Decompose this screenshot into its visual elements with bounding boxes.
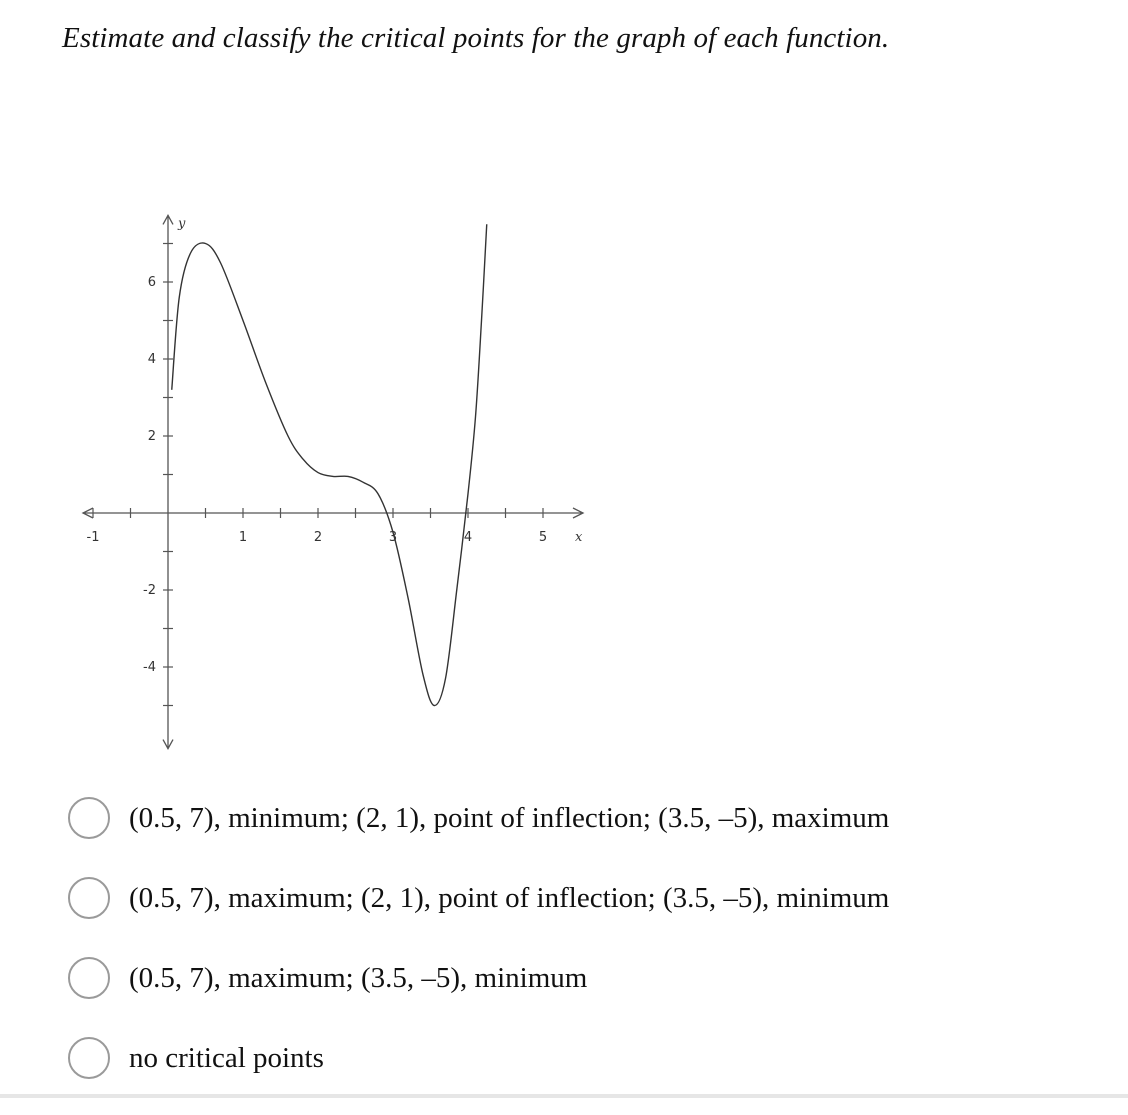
answer-choices [68, 795, 889, 1115]
y-tick-label: -4 [143, 660, 156, 675]
y-tick-label: -2 [143, 583, 156, 598]
choice-2-label[interactable]: (0.5, 7), maximum; (2, 1), point of inflection; (3.5, –5), minimum [129, 881, 890, 914]
x-tick-label: 4 [463, 530, 473, 545]
x-tick-label: 1 [238, 530, 248, 545]
x-tick-label: 5 [538, 530, 548, 545]
y-tick-label: 2 [147, 429, 156, 444]
choice-4[interactable] [68, 1035, 889, 1081]
bottom-divider [0, 1094, 1128, 1098]
choice-1-radio[interactable] [68, 797, 110, 839]
x-tick-label: 3 [388, 530, 398, 545]
question-prompt: Estimate and classify the critical points for the graph of each function. [62, 22, 890, 54]
y-axis-label: y [178, 216, 186, 232]
choice-1[interactable] [68, 795, 889, 841]
x-axis-label: x [575, 530, 583, 545]
choice-2-radio[interactable] [68, 877, 110, 919]
choice-3-label[interactable]: (0.5, 7), maximum; (3.5, –5), minimum [129, 961, 588, 994]
y-tick-label: 4 [147, 352, 156, 367]
choice-3-radio[interactable] [68, 957, 110, 999]
y-tick-label: 6 [147, 275, 156, 290]
function-curve [172, 224, 487, 705]
choice-4-radio[interactable] [68, 1037, 110, 1079]
choice-3[interactable] [68, 955, 889, 1001]
choice-4-label[interactable]: no critical points [129, 1041, 324, 1074]
x-tick-label: 2 [313, 530, 323, 545]
choice-1-label[interactable]: (0.5, 7), minimum; (2, 1), point of inflection; (3.5, –5), maximum [129, 801, 890, 834]
choice-2[interactable] [68, 875, 889, 921]
x-tick-label: -1 [86, 530, 100, 545]
